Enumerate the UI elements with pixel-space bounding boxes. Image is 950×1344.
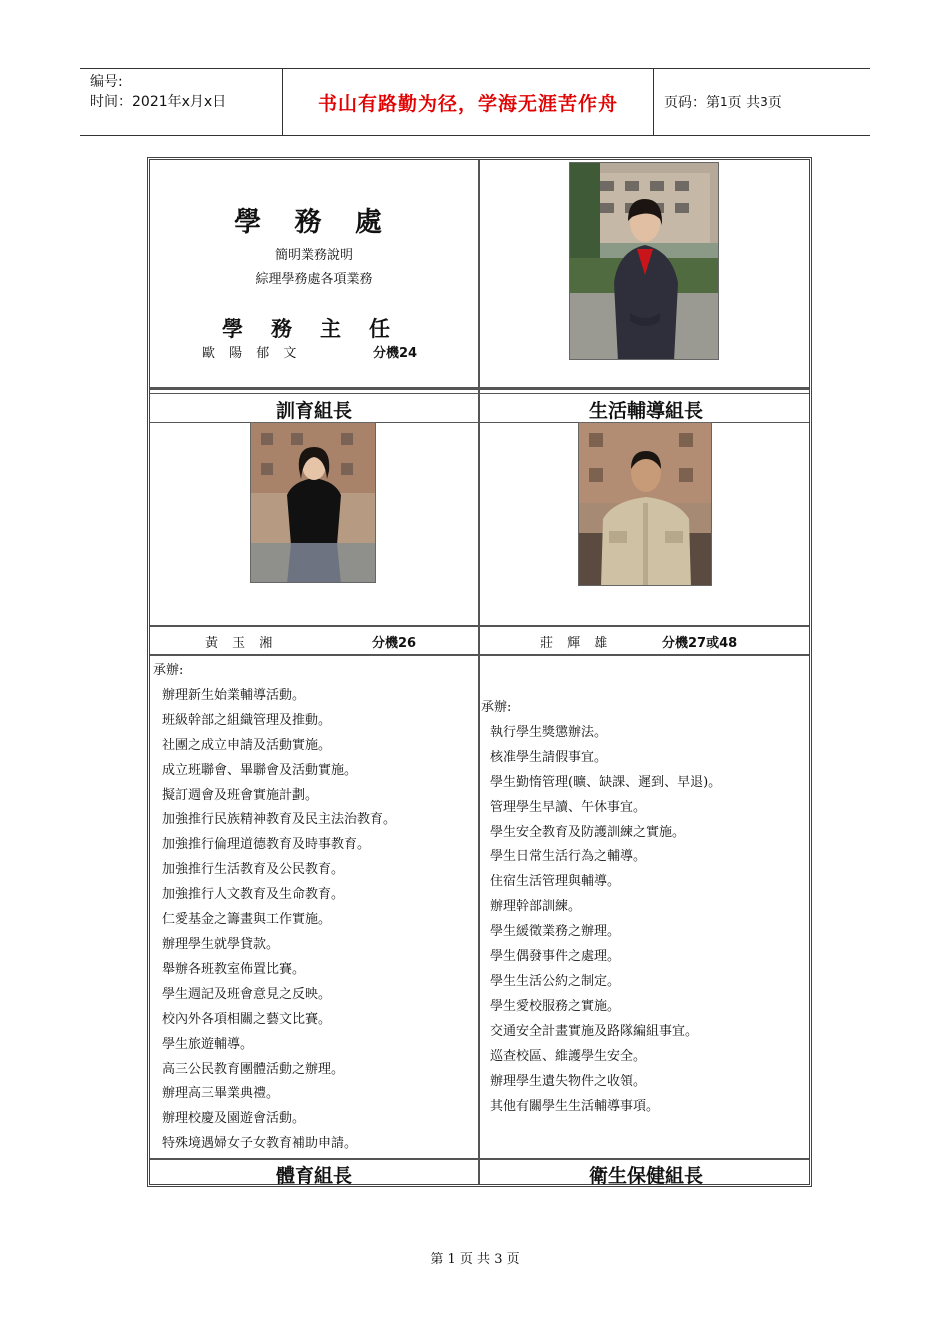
header-slogan: 书山有路勤为径，学海无涯苦作舟 bbox=[282, 69, 654, 135]
footer-page-number: 1 bbox=[447, 1252, 456, 1267]
training-duty-item: 舉辦各班教室佈置比賽。 bbox=[162, 961, 306, 977]
discipline-duty-item: 交通安全計畫實施及路隊編組事宜。 bbox=[490, 1023, 699, 1039]
discipline-chief-photo-image bbox=[579, 423, 712, 586]
discipline-duty-item: 學生緩徵業務之辦理。 bbox=[490, 924, 621, 940]
training-duty-item: 擬訂週會及班會實施計劃。 bbox=[162, 787, 319, 803]
discipline-chief-name: 莊 輝 雄 bbox=[540, 636, 613, 651]
discipline-chief-extension: 分機27或48 bbox=[662, 636, 738, 651]
training-duty-item: 加強推行倫理道德教育及時事教育。 bbox=[162, 837, 371, 853]
discipline-duty-item: 辦理幹部訓練。 bbox=[490, 899, 582, 915]
training-chief-photo bbox=[250, 422, 376, 583]
footer-page-total: 3 bbox=[494, 1252, 503, 1267]
discipline-chief-photo bbox=[578, 422, 712, 586]
director-name: 歐 陽 郁 文 bbox=[202, 346, 302, 361]
row-divider bbox=[150, 625, 809, 627]
training-duty-item: 辦理校慶及園遊會活動。 bbox=[162, 1111, 306, 1127]
director-photo-image bbox=[570, 163, 719, 360]
office-title: 學 務 處 bbox=[234, 207, 394, 238]
health-chief-title: 衛生保健組長 bbox=[588, 1165, 703, 1187]
discipline-duty-item: 住宿生活管理與輔導。 bbox=[490, 874, 621, 890]
column-divider bbox=[478, 160, 480, 1184]
training-duty-item: 校內外各項相關之藝文比賽。 bbox=[162, 1011, 332, 1027]
discipline-duty-item: 學生偶發事件之處理。 bbox=[490, 949, 621, 965]
office-form bbox=[147, 157, 812, 1187]
training-duty-item: 加強推行民族精神教育及民主法治教育。 bbox=[162, 812, 397, 828]
training-duties-list bbox=[153, 659, 475, 1157]
director-role: 學務主任 bbox=[222, 316, 418, 341]
training-duty-item: 加強推行人文教育及生命教育。 bbox=[162, 887, 345, 903]
discipline-duty-item: 學生勤惰管理(曠、缺課、遲到、早退)。 bbox=[490, 774, 722, 790]
number-label: 编号: bbox=[90, 74, 123, 90]
training-duty-item: 辦理高三畢業典禮。 bbox=[162, 1086, 280, 1102]
discipline-duty-item: 學生生活公約之制定。 bbox=[490, 973, 621, 989]
row-divider bbox=[150, 654, 809, 656]
training-duty-item: 加強推行生活教育及公民教育。 bbox=[162, 862, 345, 878]
document-header bbox=[80, 68, 870, 136]
discipline-duties-list bbox=[481, 696, 811, 1119]
training-duty-item: 辦理學生就學貸款。 bbox=[162, 936, 280, 952]
discipline-chief-title: 生活輔導組長 bbox=[588, 400, 703, 422]
office-desc2: 綜理學務處各項業務 bbox=[255, 272, 373, 287]
training-duty-item: 社團之成立申請及活動實施。 bbox=[162, 737, 332, 753]
office-desc1: 簡明業務說明 bbox=[274, 248, 353, 263]
training-duty-item: 學生旅遊輔導。 bbox=[162, 1036, 254, 1052]
row-divider bbox=[150, 393, 809, 394]
training-duty-item: 學生週記及班會意見之反映。 bbox=[162, 986, 332, 1002]
training-chief-title: 訓育組長 bbox=[275, 400, 352, 422]
header-page-info: 页码：第 1 页 共 3 页 bbox=[664, 95, 782, 111]
director-extension: 分機24 bbox=[373, 346, 418, 361]
header-meta bbox=[80, 69, 282, 135]
training-chief-photo-image bbox=[251, 423, 376, 583]
time-label: 时间：2021年x月x日 bbox=[90, 94, 227, 110]
page-footer: 第 1 页 共 3 页 bbox=[430, 1252, 520, 1267]
row-divider bbox=[150, 387, 809, 390]
row-divider bbox=[150, 1158, 809, 1160]
training-chief-name: 黃 玉 湘 bbox=[205, 636, 278, 651]
discipline-duty-item: 核准學生請假事宜。 bbox=[490, 749, 608, 765]
page-total: 3 bbox=[760, 95, 768, 109]
training-duty-label: 承辦: bbox=[153, 663, 184, 678]
director-photo bbox=[569, 162, 719, 360]
discipline-duty-label: 承辦: bbox=[481, 700, 512, 715]
discipline-duty-item: 巡查校區、維護學生安全。 bbox=[490, 1048, 647, 1064]
training-chief-extension: 分機26 bbox=[372, 636, 417, 651]
discipline-duty-item: 執行學生獎懲辦法。 bbox=[490, 724, 608, 740]
page-number: 1 bbox=[720, 95, 728, 109]
training-duty-item: 辦理新生始業輔導活動。 bbox=[162, 687, 306, 703]
discipline-duty-item: 其他有關學生生活輔導事項。 bbox=[490, 1098, 660, 1114]
discipline-duty-item: 管理學生早讀、午休事宜。 bbox=[490, 799, 647, 815]
training-duty-item: 成立班聯會、畢聯會及活動實施。 bbox=[162, 762, 358, 778]
discipline-duty-item: 辦理學生遺失物件之收領。 bbox=[490, 1073, 647, 1089]
training-duty-item: 特殊境遇婦女子女教育補助申請。 bbox=[162, 1136, 358, 1152]
training-duty-item: 高三公民教育團體活動之辦理。 bbox=[162, 1061, 345, 1077]
training-duty-item: 班級幹部之組織管理及推動。 bbox=[162, 712, 332, 728]
sports-chief-title: 體育組長 bbox=[275, 1165, 352, 1187]
discipline-duty-item: 學生愛校服務之實施。 bbox=[490, 998, 621, 1014]
discipline-duty-item: 學生安全教育及防護訓練之實施。 bbox=[490, 824, 686, 840]
training-duty-item: 仁愛基金之籌畫與工作實施。 bbox=[162, 912, 332, 928]
discipline-duty-item: 學生日常生活行為之輔導。 bbox=[490, 849, 647, 865]
